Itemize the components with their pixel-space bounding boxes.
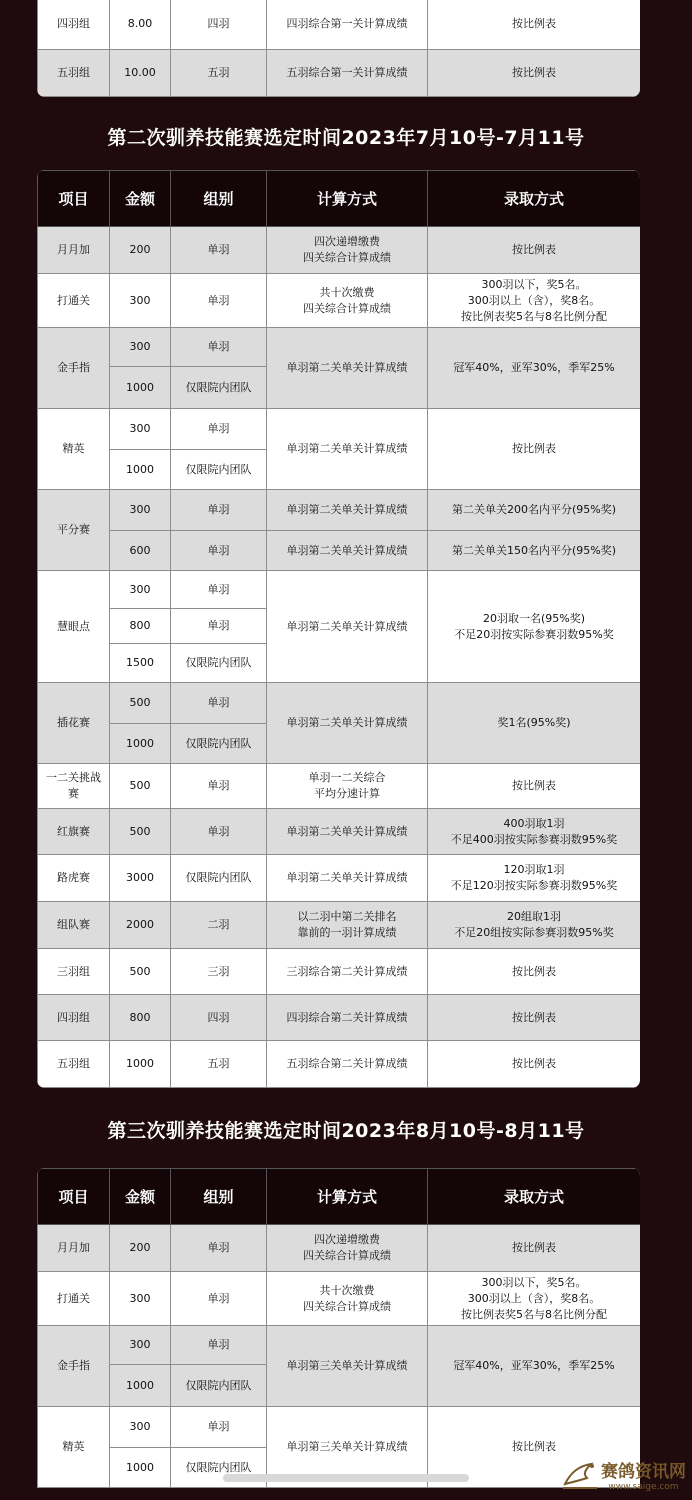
cell: 金手指: [38, 1326, 110, 1407]
cell-line: 共十次缴费: [319, 285, 375, 299]
cell: [428, 902, 641, 949]
cell: 单羽第二关单关计算成绩: [267, 409, 428, 490]
cell: 单羽第二关单关计算成绩: [267, 809, 428, 855]
table-row: [38, 490, 641, 531]
cell: 奖1名(95%奖): [428, 683, 641, 764]
cell: 3000: [110, 855, 171, 902]
table-row: [38, 855, 641, 902]
cell: 路虎赛: [38, 855, 110, 902]
cell: 单羽第二关单关计算成绩: [267, 490, 428, 531]
header-admission: 录取方式: [428, 1169, 641, 1225]
cell: 金手指: [38, 328, 110, 409]
section-3-title: 第三次驯养技能赛选定时间2023年8月10号-8月11号: [107, 1120, 585, 1142]
cell: 8.00: [110, 0, 171, 50]
cell-line: 四关综合计算成绩: [303, 1249, 391, 1262]
table-row: [38, 902, 641, 949]
header-amount: 金额: [110, 171, 171, 227]
cell-line: 不足20羽按实际参赛羽数95%奖: [454, 627, 614, 641]
cell: 四羽综合第一关计算成绩: [267, 0, 428, 50]
table-section-1-wrap: [37, 0, 640, 97]
cell: [267, 274, 428, 328]
cell: 1000: [110, 1365, 171, 1407]
cell-line: 靠前的一羽计算成绩: [297, 926, 397, 939]
table-section-3-wrap: [37, 1168, 640, 1500]
cell: 第二关单关150名内平分(95%奖): [428, 531, 641, 571]
table-row: [38, 1041, 641, 1088]
table-row: [38, 227, 641, 274]
cell: 五羽: [171, 50, 267, 97]
cell: [428, 274, 641, 328]
table-section-2-wrap: [37, 170, 640, 1088]
cell: 四羽: [171, 0, 267, 50]
cell: 800: [110, 995, 171, 1041]
cell: 300: [110, 274, 171, 328]
header-group: 组别: [171, 1169, 267, 1225]
cell: [267, 227, 428, 274]
cell-line: 四次递增缴费: [314, 1233, 380, 1246]
cell: 单羽: [171, 490, 267, 531]
table-row: [38, 949, 641, 995]
cell: 1000: [110, 1041, 171, 1088]
cell: 仅限院内团队: [171, 1448, 267, 1488]
cell-line: 不足20组按实际参赛羽数95%奖: [454, 926, 614, 939]
cell: 五羽: [171, 1041, 267, 1088]
cell: 单羽: [171, 531, 267, 571]
cell: 200: [110, 227, 171, 274]
table-row: [38, 1225, 641, 1272]
cell: 单羽: [171, 1272, 267, 1326]
cell: [267, 1272, 428, 1326]
header-item: 项目: [38, 1169, 110, 1225]
cell-line: 四关综合计算成绩: [303, 301, 391, 315]
cell: 仅限院内团队: [171, 644, 267, 683]
cell: 插花赛: [38, 683, 110, 764]
cell: 单羽: [171, 809, 267, 855]
cell: 单羽: [171, 227, 267, 274]
cell: 单羽: [171, 409, 267, 450]
cell: 二羽: [171, 902, 267, 949]
watermark-name: 赛鸽资讯网: [601, 1462, 686, 1482]
cell: 单羽: [171, 1326, 267, 1365]
cell: 单羽第二关单关计算成绩: [267, 531, 428, 571]
cell: 五羽综合第一关计算成绩: [267, 50, 428, 97]
section-2-title: 第二次驯养技能赛选定时间2023年7月10号-7月11号: [107, 127, 585, 149]
cell: 五羽综合第二关计算成绩: [267, 1041, 428, 1088]
table-row: [38, 683, 641, 724]
cell-line: 不足400羽按实际参赛羽数95%奖: [450, 832, 618, 846]
cell: [428, 1272, 641, 1326]
cell: 单羽第二关单关计算成绩: [267, 571, 428, 683]
cell: 单羽第二关单关计算成绩: [267, 855, 428, 902]
cell: 慧眼点: [38, 571, 110, 683]
table-row: [38, 50, 641, 97]
cell-line: 平均分速计算: [314, 787, 380, 800]
cell: 1500: [110, 644, 171, 683]
table-section-1: [37, 0, 640, 97]
cell: 2000: [110, 902, 171, 949]
table-section-3: [37, 1168, 640, 1488]
cell: 单羽第二关单关计算成绩: [267, 683, 428, 764]
cell: 单羽第三关单关计算成绩: [267, 1407, 428, 1488]
cell-line: 300羽以下，奖5名。: [481, 1275, 587, 1289]
cell: 500: [110, 949, 171, 995]
table-row: [38, 1407, 641, 1448]
cell: 按比例表: [428, 0, 641, 50]
cell: 200: [110, 1225, 171, 1272]
table-row: [38, 328, 641, 367]
cell: 单羽: [171, 571, 267, 609]
header-calc: 计算方式: [267, 1169, 428, 1225]
cell: [428, 855, 641, 902]
table-row: [38, 1326, 641, 1365]
cell: 300: [110, 1272, 171, 1326]
table-row: [38, 409, 641, 450]
cell: 单羽: [171, 764, 267, 809]
cell: 四羽组: [38, 0, 110, 50]
cell: 月月加: [38, 1225, 110, 1272]
table-row: [38, 531, 641, 571]
cell-line: 20羽取一名(95%奖): [482, 611, 586, 625]
cell-line: 以二羽中第二关排名: [297, 910, 397, 923]
table-header-row: [38, 1169, 641, 1225]
cell-line: 单羽一二关综合: [308, 771, 386, 784]
cell: 按比例表: [428, 1041, 641, 1088]
cell: 按比例表: [428, 764, 641, 809]
table-row: [38, 764, 641, 809]
cell: 红旗赛: [38, 809, 110, 855]
cell: 三羽综合第二关计算成绩: [267, 949, 428, 995]
cell-line: 共十次缴费: [319, 1283, 375, 1297]
cell: 500: [110, 764, 171, 809]
cell: 10.00: [110, 50, 171, 97]
cell: 按比例表: [428, 995, 641, 1041]
cell-line: 四关综合计算成绩: [303, 251, 391, 264]
watermark: [561, 1457, 686, 1492]
cell: 300: [110, 571, 171, 609]
table-row: [38, 571, 641, 609]
cell: 1000: [110, 450, 171, 490]
cell-line: 400羽取1羽: [503, 816, 565, 830]
table-section-2: [37, 170, 640, 1088]
cell: 单羽: [171, 328, 267, 367]
cell: [428, 809, 641, 855]
cell: 精英: [38, 1407, 110, 1488]
cell-line: 300羽以上（含），奖8名。: [467, 1291, 601, 1305]
cell: 300: [110, 490, 171, 531]
cell: 四羽综合第二关计算成绩: [267, 995, 428, 1041]
cell: [267, 764, 428, 809]
cell: 第二关单关200名内平分(95%奖): [428, 490, 641, 531]
cell: 四羽: [171, 995, 267, 1041]
cell: 单羽: [171, 1225, 267, 1272]
cell: 按比例表: [428, 50, 641, 97]
table-row: [38, 1272, 641, 1326]
cell: 五羽组: [38, 50, 110, 97]
cell-line: 120羽取1羽: [503, 863, 565, 876]
cell: 单羽: [171, 274, 267, 328]
cell-line: 按比例表奖5名与8名比例分配: [461, 1307, 607, 1321]
cell: 按比例表: [428, 949, 641, 995]
header-amount: 金额: [110, 1169, 171, 1225]
cell: 300: [110, 409, 171, 450]
cell: 1000: [110, 1448, 171, 1488]
cell: 按比例表: [428, 1407, 641, 1488]
cell-line: 20组取1羽: [507, 910, 561, 923]
header-item: 项目: [38, 171, 110, 227]
cell: 按比例表: [428, 227, 641, 274]
cell: 800: [110, 609, 171, 644]
cell: 仅限院内团队: [171, 1365, 267, 1407]
cell: 一二关挑战赛: [38, 764, 110, 809]
cell: 仅限院内团队: [171, 450, 267, 490]
cell: 300: [110, 328, 171, 367]
header-admission: 录取方式: [428, 171, 641, 227]
cell-line: 按比例表奖5名与8名比例分配: [461, 309, 607, 323]
cell: 精英: [38, 409, 110, 490]
cell: 仅限院内团队: [171, 724, 267, 764]
cell: 按比例表: [428, 409, 641, 490]
cell: [267, 1225, 428, 1272]
cell: 仅限院内团队: [171, 367, 267, 409]
header-group: 组别: [171, 171, 267, 227]
cell: [428, 571, 641, 683]
cell: 冠军40%，亚军30%，季军25%: [428, 1326, 641, 1407]
cell: 500: [110, 809, 171, 855]
cell-line: 四关综合计算成绩: [303, 1299, 391, 1313]
cell: 仅限院内团队: [171, 855, 267, 902]
table-row: [38, 274, 641, 328]
cell-line: 300羽以上（含），奖8名。: [467, 293, 601, 307]
cell: 500: [110, 683, 171, 724]
cell: 四羽组: [38, 995, 110, 1041]
cell: 单羽: [171, 609, 267, 644]
cell: 月月加: [38, 227, 110, 274]
cell: 冠军40%，亚军30%，季军25%: [428, 328, 641, 409]
cell: 五羽组: [38, 1041, 110, 1088]
cell: 单羽: [171, 1407, 267, 1448]
cell: 打通关: [38, 274, 110, 328]
cell: 打通关: [38, 1272, 110, 1326]
cell: 单羽第三关单关计算成绩: [267, 1326, 428, 1407]
cell: 300: [110, 1326, 171, 1365]
cell: 三羽组: [38, 949, 110, 995]
cell-line: 不足120羽按实际参赛羽数95%奖: [450, 879, 618, 892]
cell: 300: [110, 1407, 171, 1448]
cell-line: 四次递增缴费: [314, 235, 380, 248]
watermark-url: www.saige.com: [608, 1482, 679, 1492]
table-row: [38, 809, 641, 855]
table-row: [38, 0, 641, 50]
table-header-row: [38, 171, 641, 227]
pigeon-logo-icon: [561, 1458, 601, 1492]
cell: 按比例表: [428, 1225, 641, 1272]
cell: 三羽: [171, 949, 267, 995]
cell: 组队赛: [38, 902, 110, 949]
cell: 1000: [110, 724, 171, 764]
table-row: [38, 995, 641, 1041]
cell-line: 300羽以下，奖5名。: [481, 277, 587, 291]
cell: 单羽: [171, 683, 267, 724]
cell: 单羽第二关单关计算成绩: [267, 328, 428, 409]
header-calc: 计算方式: [267, 171, 428, 227]
cell: 600: [110, 531, 171, 571]
cell: [267, 902, 428, 949]
cell: 平分赛: [38, 490, 110, 571]
cell: 1000: [110, 367, 171, 409]
home-indicator[interactable]: [223, 1474, 469, 1482]
